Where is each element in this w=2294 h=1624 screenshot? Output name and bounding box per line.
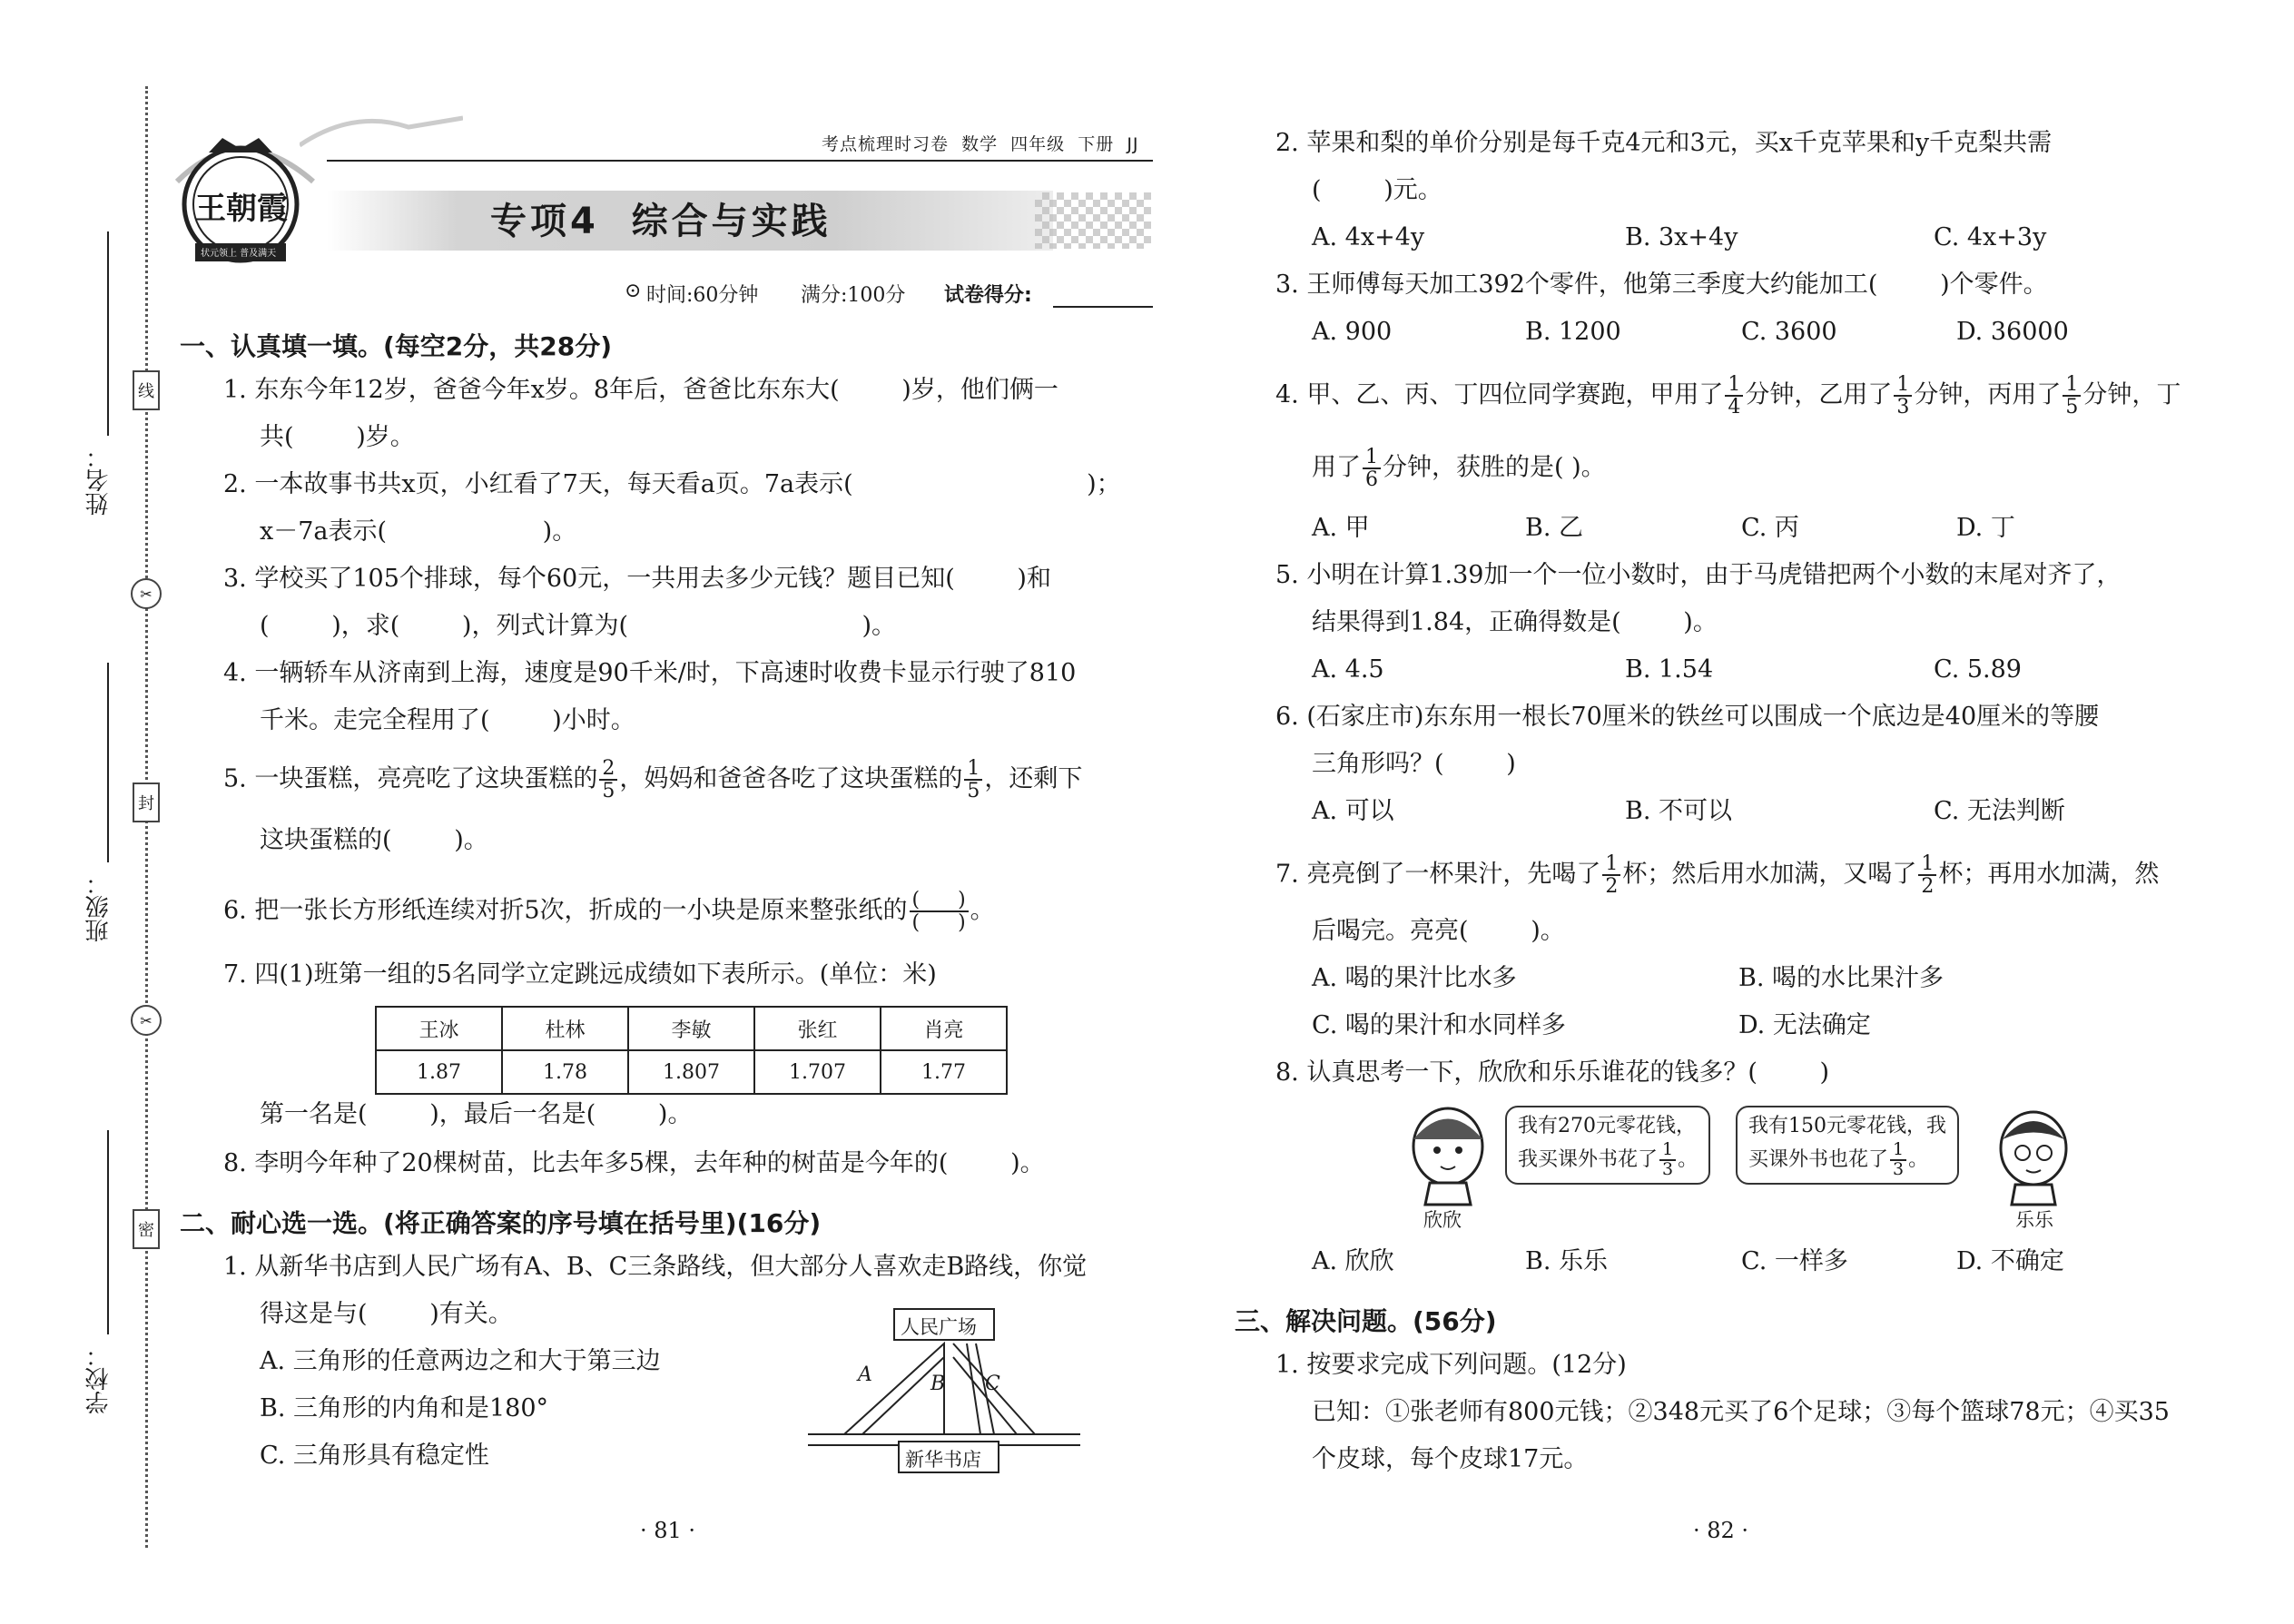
name-line	[107, 231, 109, 436]
numerator: 1	[1894, 374, 1912, 397]
option: A. 可以	[1312, 797, 1394, 825]
question-text: 2. 一本故事书共x页，小红看了7天，每天看a页。7a表示( )；	[223, 470, 1121, 498]
table-row	[376, 1050, 1007, 1094]
table-cell: 1.87	[376, 1050, 502, 1094]
option: D. 36000	[1956, 318, 2069, 346]
question-text: 7. 四(1)班第一组的5名同学立定跳远成绩如下表所示。(单位：米)	[223, 960, 937, 989]
scissors-icon: ✂	[131, 1005, 162, 1036]
question-text: 第一名是( )，最后一名是( )。	[260, 1100, 693, 1128]
section-heading: 一、认真填一填。(每空2分，共28分)	[180, 331, 613, 361]
numerator: 1	[1890, 1141, 1906, 1161]
question-text: 6. 把一张长方形纸连续对折5次，折成的一小块是原来整张纸的 $\frac{( )}{( )}$ 。	[223, 889, 995, 935]
option: B. 喝的水比果汁多	[1738, 964, 1944, 992]
cut-mark-line: 线	[133, 370, 160, 410]
denominator: 2	[1605, 875, 1619, 899]
girl-name: 欣欣	[1423, 1209, 1462, 1231]
question-text: 千米。走完全程用了( )小时。	[260, 706, 635, 734]
header-rule	[327, 160, 1153, 162]
page-title: 专项4 综合与实践	[490, 201, 832, 242]
brand-logo	[159, 127, 322, 272]
question-text: ( )，求( )，列式计算为( )。	[260, 612, 896, 640]
question-segment: 分钟，乙用了	[1745, 380, 1893, 409]
speech-bubble-girl: 我有270元零花钱， 我买课外书花了 $\frac{1}{3}$ 。	[1505, 1106, 1710, 1185]
table-cell: 1.77	[881, 1050, 1007, 1094]
numerator: 1	[964, 758, 982, 781]
denominator: 5	[967, 780, 980, 803]
question-segment: 分钟，获胜的是( )。	[1383, 453, 1606, 482]
option: A. 喝的果汁比水多	[1312, 964, 1517, 992]
exam-time: 时间:60分钟	[646, 284, 759, 307]
option: C. 丙	[1741, 514, 1799, 542]
denominator: 5	[2065, 396, 2079, 419]
question-text: 1. 按要求完成下列问题。(12分)	[1275, 1351, 1627, 1379]
question-text: 1. 东东今年12岁，爸爸今年x岁。8年后，爸爸比东东大( )岁，他们俩一	[223, 376, 1058, 404]
question-text	[1275, 853, 2159, 897]
fraction-blank[interactable]: $\frac{( )}{( )}$	[910, 890, 969, 933]
option: C. 三角形具有稳定性	[260, 1442, 489, 1470]
score-label: 试卷得分:	[944, 284, 1032, 307]
table-header: 王冰	[376, 1007, 502, 1050]
option: C. 4x+3y	[1934, 223, 2047, 251]
numerator: 1	[1659, 1141, 1676, 1161]
banner-pattern	[1035, 192, 1151, 249]
option: A. 三角形的任意两边之和大于第三边	[260, 1347, 661, 1375]
question-text: 已知：①张老师有800元钱；②348元买了6个足球；③每个篮球78元；④买35	[1312, 1398, 2170, 1426]
diagram-bottom-label: 新华书店	[905, 1449, 981, 1471]
question-segment: 7. 亮亮倒了一杯果汁，先喝了	[1275, 860, 1601, 889]
section-heading: 三、解决问题。(56分)	[1235, 1306, 1497, 1336]
denominator: 2	[1921, 875, 1935, 899]
route-a-label: A	[858, 1363, 872, 1386]
page-number-right: · 82 ·	[1693, 1518, 1749, 1543]
question-text: 这块蛋糕的( )。	[260, 826, 488, 854]
option: C. 5.89	[1934, 655, 2022, 684]
table-header: 杜林	[502, 1007, 628, 1050]
question-text: 结果得到1.84，正确得数是( )。	[1312, 608, 1718, 636]
option: A. 4.5	[1312, 655, 1384, 684]
jump-results-table	[375, 1006, 1008, 1095]
question-text: 6. (石家庄市)东东用一根长70厘米的铁丝可以围成一个底边是40厘米的等腰	[1275, 703, 2100, 731]
question-text: 共( )岁。	[260, 423, 415, 451]
question-text: 三角形吗？( )	[1312, 750, 1516, 778]
question-text: 1. 从新华书店到人民广场有A、B、C三条路线，但大部分人喜欢走B路线，你觉	[223, 1253, 1088, 1281]
question-segment: 4. 甲、乙、丙、丁四位同学赛跑，甲用了	[1275, 380, 1724, 409]
denominator: 3	[1893, 1158, 1905, 1179]
fraction	[2063, 374, 2081, 418]
question-text: 4. 一辆轿车从济南到上海，速度是90千米/时，下高速时收费卡显示行驶了810	[223, 659, 1077, 687]
option: D. 无法确定	[1738, 1011, 1871, 1039]
question-segment: ，还剩下	[984, 764, 1083, 793]
numerator: 1	[1725, 374, 1743, 397]
girl-illustration	[1403, 1103, 1493, 1207]
denominator: 6	[1365, 468, 1378, 492]
school-label: 学校：	[85, 1343, 113, 1414]
diagram-top-label: 人民广场	[901, 1316, 977, 1338]
denominator: 5	[602, 780, 615, 803]
fraction	[599, 758, 617, 802]
fraction	[1918, 853, 1936, 897]
scissors-icon: ✂	[131, 578, 162, 609]
route-c-label: C	[985, 1373, 1000, 1395]
question-text: 个皮球，每个皮球17元。	[1312, 1445, 1589, 1473]
fraction	[964, 758, 982, 802]
question-segment: 用了	[1312, 453, 1361, 482]
fraction	[1894, 374, 1912, 418]
option: D. 不确定	[1956, 1247, 2064, 1275]
question-segment: 6. 把一张长方形纸连续对折5次，折成的一小块是原来整张纸的	[223, 896, 908, 925]
boy-name: 乐乐	[2015, 1209, 2053, 1231]
fraction	[1725, 374, 1743, 418]
option: B. 乐乐	[1525, 1247, 1609, 1275]
brand-tagline: 状元领上 普及满天	[201, 249, 277, 259]
bubble-line: 我买课外书花了	[1518, 1147, 1659, 1171]
school-line	[107, 1130, 109, 1334]
option: C. 一样多	[1741, 1247, 1848, 1275]
route-b-label: B	[930, 1373, 946, 1395]
brand-name: 王朝霞	[195, 191, 288, 227]
question-text: 8. 李明今年种了20棵树苗，比去年多5棵，去年种的树苗是今年的( )。	[223, 1149, 1045, 1177]
class-label: 班级：	[85, 871, 113, 942]
numerator: 1	[2063, 374, 2081, 397]
table-header: 张红	[754, 1007, 881, 1050]
option: C. 喝的果汁和水同样多	[1312, 1011, 1566, 1039]
question-text: 5. 小明在计算1.39加一个一位小数时，由于马虎错把两个小数的末尾对齐了，	[1275, 561, 2122, 589]
numerator: 1	[1918, 853, 1936, 876]
denominator: 3	[1662, 1158, 1674, 1179]
question-text: 3. 学校买了105个排球，每个60元，一共用去多少元钱？题目已知( )和	[223, 565, 1051, 593]
option: C. 无法判断	[1934, 797, 2065, 825]
numerator: 1	[1602, 853, 1620, 876]
fraction	[1602, 853, 1620, 897]
question-text: 3. 王师傅每天加工392个零件，他第三季度大约能加工( )个零件。	[1275, 271, 2048, 299]
fraction	[1890, 1141, 1906, 1179]
question-text: 得这是与( )有关。	[260, 1300, 513, 1328]
table-header: 李敏	[628, 1007, 754, 1050]
question-text: 后喝完。亮亮( )。	[1312, 917, 1565, 945]
class-line	[107, 663, 109, 862]
option: A. 900	[1312, 318, 1393, 346]
denominator: 3	[1896, 396, 1910, 419]
denominator: 4	[1728, 396, 1741, 419]
bubble-line: 我有270元零花钱，	[1518, 1115, 1696, 1137]
option: B. 1.54	[1625, 655, 1714, 684]
fraction	[1363, 447, 1381, 490]
question-text: 2. 苹果和梨的单价分别是每千克4元和3元，买x千克苹果和y千克梨共需	[1275, 129, 2053, 157]
option: A. 4x+4y	[1312, 223, 1425, 251]
question-text: x－7a表示( )。	[260, 517, 577, 546]
score-blank[interactable]	[1053, 306, 1153, 308]
option: A. 欣欣	[1312, 1247, 1394, 1275]
table-cell: 1.78	[502, 1050, 628, 1094]
question-segment: 分钟，丙用了	[1914, 380, 2062, 409]
question-text	[223, 758, 1082, 802]
speech-bubble-boy: 我有150元零花钱，我 买课外书也花了 $\frac{1}{3}$ 。	[1736, 1106, 1959, 1185]
question-segment: 杯；然后用水加满，又喝了	[1622, 860, 1917, 889]
boy-illustration	[1988, 1103, 2079, 1207]
cut-mark-secret: 密	[133, 1209, 160, 1249]
question-text: ( )元。	[1312, 176, 1442, 204]
option: B. 3x+4y	[1625, 223, 1738, 251]
question-text: 8. 认真思考一下，欣欣和乐乐谁花的钱多？( )	[1275, 1058, 1830, 1087]
option: A. 甲	[1312, 514, 1370, 542]
table-header: 肖亮	[881, 1007, 1007, 1050]
numerator: 1	[1363, 447, 1381, 469]
exam-full-score: 满分:100分	[801, 284, 906, 307]
option: C. 3600	[1741, 318, 1837, 346]
fraction	[1659, 1141, 1676, 1179]
bubble-line: 买课外书也花了	[1748, 1147, 1889, 1171]
option: B. 三角形的内角和是180°	[260, 1394, 549, 1422]
ribbon-decoration	[300, 109, 463, 163]
clock-icon: ⊙	[625, 280, 642, 302]
route-diagram	[808, 1298, 1098, 1480]
option: B. 1200	[1525, 318, 1621, 346]
table-cell: 1.707	[754, 1050, 881, 1094]
question-segment: 杯；再用水加满，然	[1938, 860, 2160, 889]
table-cell: 1.807	[628, 1050, 754, 1094]
table-row	[376, 1007, 1007, 1050]
question-text	[1312, 447, 1606, 490]
section-heading: 二、耐心选一选。(将正确答案的序号填在括号里)(16分)	[180, 1208, 822, 1238]
question-segment: ，妈妈和爸爸各吃了这块蛋糕的	[619, 764, 963, 793]
question-text	[1275, 374, 2181, 418]
header-meta: 考点梳理时习卷 数学 四年级 下册 JJ	[822, 134, 1139, 154]
option: B. 乙	[1525, 514, 1584, 542]
cut-mark-seal: 封	[133, 782, 160, 822]
question-segment: 分钟，丁	[2082, 380, 2181, 409]
bubble-line: 我有150元零花钱，我	[1748, 1115, 1946, 1137]
name-label: 姓名：	[85, 445, 113, 516]
question-segment: 5. 一块蛋糕，亮亮吃了这块蛋糕的	[223, 764, 598, 793]
option: D. 丁	[1956, 514, 2015, 542]
numerator: 2	[599, 758, 617, 781]
option: B. 不可以	[1625, 797, 1733, 825]
page-number-left: · 81 ·	[640, 1518, 696, 1543]
